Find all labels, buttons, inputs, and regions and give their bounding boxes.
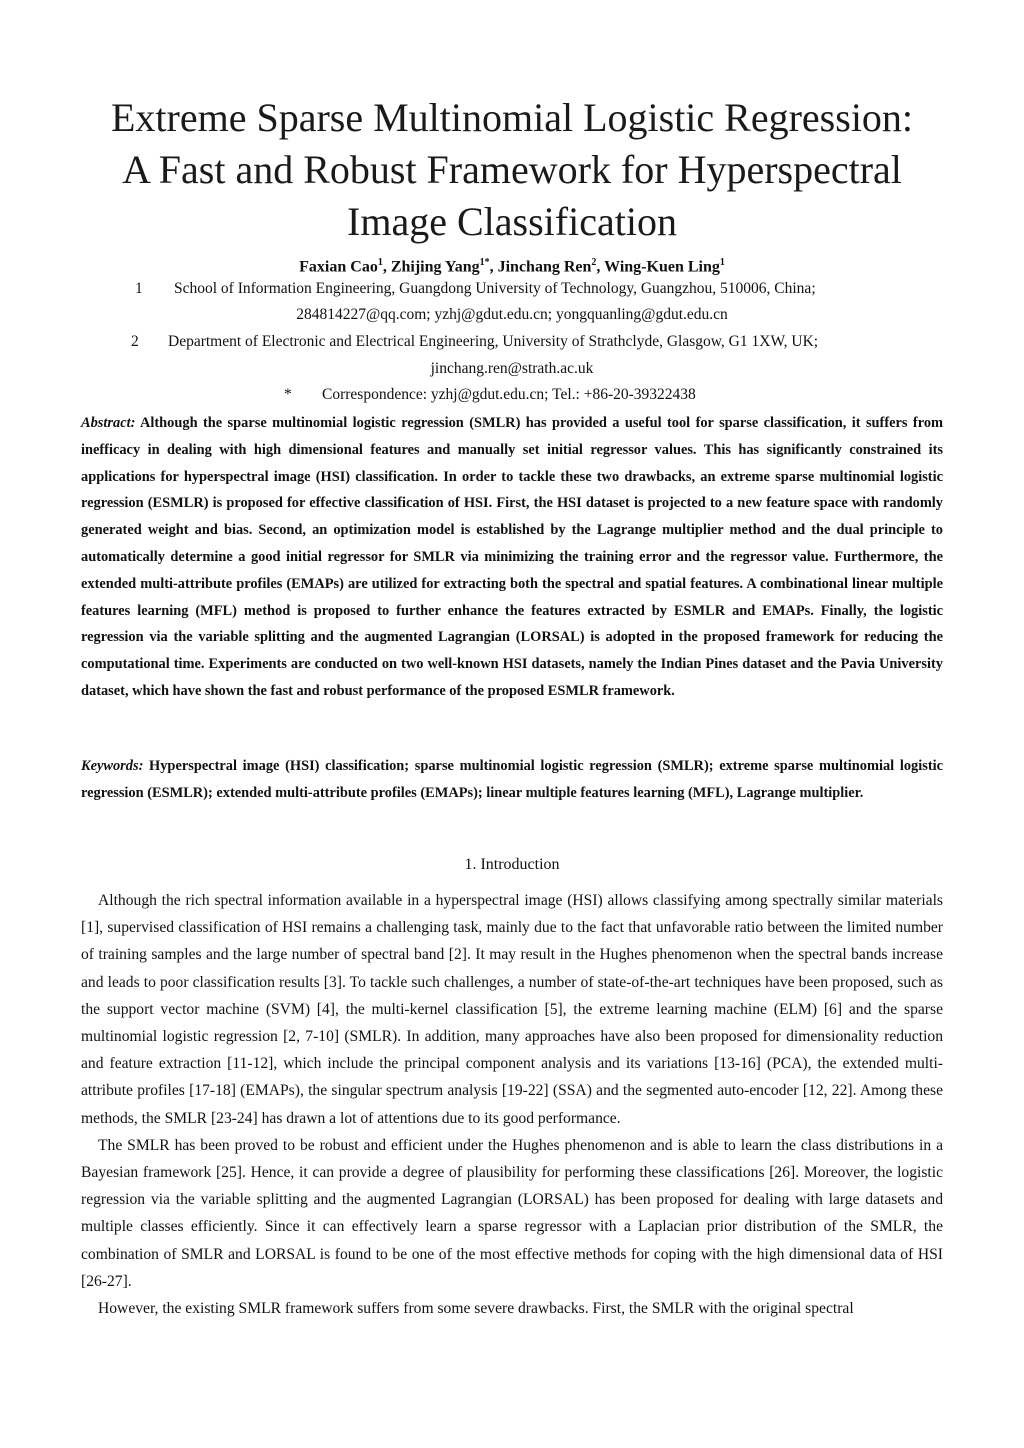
author-name: Jinchang Ren [497,258,592,276]
affiliation-number: 1 [135,280,143,297]
affiliation-number: 2 [131,333,139,350]
paragraph: Although the rich spectral information available in a hyperspectral image (HSI) allows classifying among spectrally similar materials [1], supervised classification of HSI remains a challenging task, mainly due to the fact that unfavorable ratio between the limited number of training samples and the large number of spectral band [2]. It may result in the Hughes phenomenon when the spectral bands increase and leads to poor classification results [3]. To tackle such challenges, a number of state-of-the-art techniques have been proposed, such as the support vector machine (SVM) [4], the multi-kernel classification [5], the extreme learning machine (ELM) [6] and the sparse multinomial logistic regression [2, 7-10] (SMLR). In addition, many approaches have also been proposed for dimensionality reduction and feature extraction [11-12], which include the principal component analysis and its variations [13-16] (PCA), the extended multi-attribute profiles [17-18] (EMAPs), the singular spectrum analysis [19-22] (SSA) and the segmented auto-encoder [12, 22]. Among these methods, the SMLR [23-24] has drawn a lot of attentions due to its good performance. [81,892,943,1127]
keywords-label: Keywords: [81,758,144,774]
affiliation-text: Department of Electronic and Electrical Engineering, University of Strathclyde, Glasgow, G1 1XW, UK; [168,333,819,350]
correspondence-mark: * [284,386,292,403]
affiliation-emails: 284814227@qq.com; yzhj@gdut.edu.cn; yongquanling@gdut.edu.cn [296,306,728,323]
keywords [81,753,943,807]
author-affiliation-mark: 1* [479,257,490,268]
keywords-text: Hyperspectral image (HSI) classification; sparse multinomial logistic regression (SMLR); extreme sparse multinomial logistic regression (ESMLR); extended multi-attribute profiles (EMAPs); linear multiple features learning (MFL), Lagrange multiplier. [81,758,943,801]
body-text [81,887,943,1322]
abstract-label: Abstract: [81,415,136,431]
author-name: Zhijing Yang [390,258,480,276]
affiliation-emails: jinchang.ren@strath.ac.uk [430,360,594,377]
author-separator: , [596,258,605,276]
title-line-1: Extreme Sparse Multinomial Logistic Regression: [110,95,914,140]
author-separator: , [382,258,391,276]
paragraph: The SMLR has been proved to be robust and efficient under the Hughes phenomenon and is able to learn the class distributions in a Bayesian framework [25]. Hence, it can provide a degree of plausibility for performing these classifications [26]. Moreover, the logistic regression via the variable splitting and the augmented Lagrangian (LORSAL) has been proposed for dealing with large datasets and multiple classes efficiently. Since it can effectively learn a sparse regressor with a Laplacian prior distribution of the SMLR, the combination of SMLR and LORSAL is found to be one of the most effective methods for coping with the high dimensional data of HSI [26-27]. [81,1136,943,1290]
correspondence-text: Correspondence: yzhj@gdut.edu.cn; Tel.: +86-20-39322438 [322,386,696,403]
paper-title [60,92,964,248]
author-name: Wing-Kuen Ling [604,258,720,276]
author-affiliation-mark: 1 [719,257,725,268]
abstract [81,410,943,705]
author-affiliation-mark: 2 [591,257,597,268]
author-name: Faxian Cao [299,258,378,276]
title-line-2: A Fast and Robust Framework for Hyperspectral [122,147,902,192]
paragraph: However, the existing SMLR framework suffers from some severe drawbacks. First, the SMLR with the original spectral [98,1300,854,1318]
affiliation-text: School of Information Engineering, Guangdong University of Technology, Guangzhou, 510006, China; [174,280,816,297]
title-line-3: Image Classification [347,199,677,244]
author-separator: , [489,258,498,276]
author-affiliation-mark: 1 [377,257,383,268]
abstract-text: Although the sparse multinomial logistic regression (SMLR) has provided a useful tool for sparse classification, it suffers from inefficacy in dealing with high dimensional features and manually set initial regressor values. This has significantly constrained its applications for hyperspectral image (HSI) classification. In order to tackle these two drawbacks, an extreme sparse multinomial logistic regression (ESMLR) is proposed for effective classification of HSI. First, the HSI dataset is projected to a new feature space with randomly generated weight and bias. Second, an optimization model is established by the Lagrange multiplier method and the dual principle to automatically determine a good initial regressor for SMLR via minimizing the training error and the regressor value. Furthermore, the extended multi-attribute profiles (EMAPs) are utilized for extracting both the spectral and spatial features. A combinational linear multiple features learning (MFL) method is proposed to further enhance the features extracted by ESMLR and EMAPs. Finally, the logistic regression via the variable splitting and the augmented Lagrangian (LORSAL) is adopted in the proposed framework for reducing the computational time. Experiments are conducted on two well-known HSI datasets, namely the Indian Pines dataset and the Pavia University dataset, which have shown the fast and robust performance of the proposed ESMLR framework. [81,415,944,699]
section-heading: 1. Introduction [464,856,560,873]
author-list [0,251,1024,279]
